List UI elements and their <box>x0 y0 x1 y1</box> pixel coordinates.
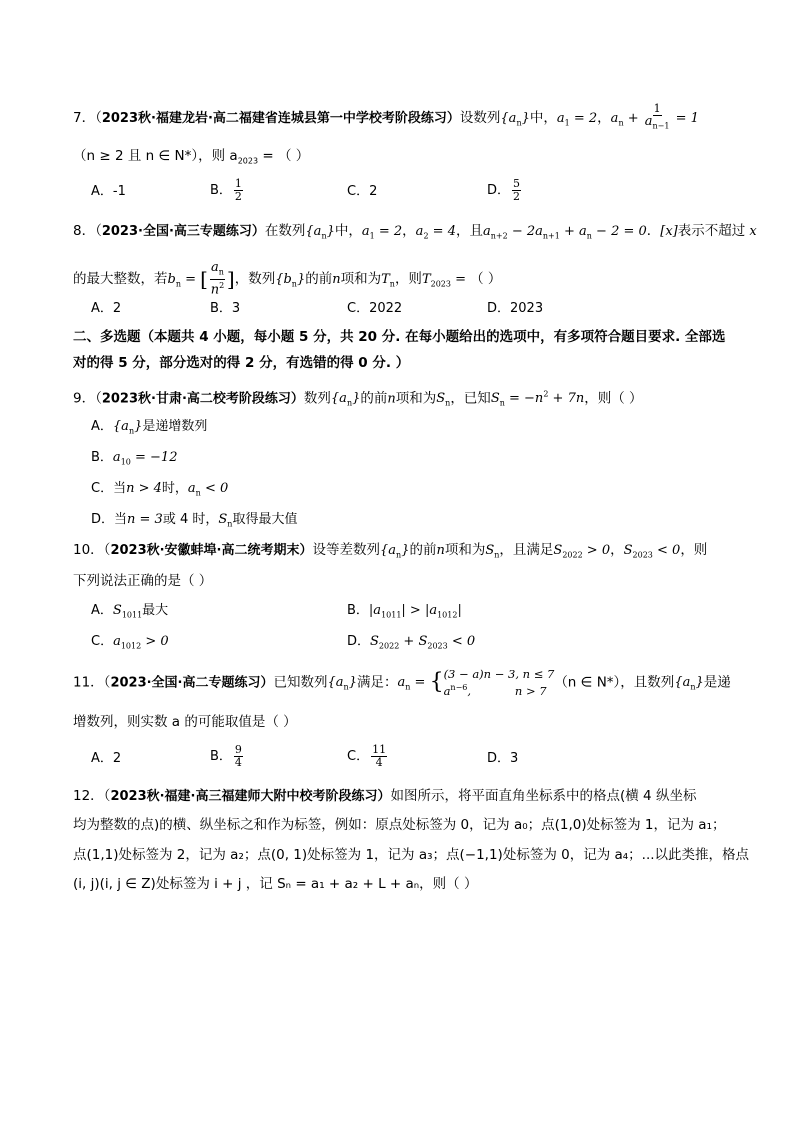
q9-option-a[interactable]: A．$\{a_n\}$是递增数列 <box>91 419 208 436</box>
q8-line-2: 的最大整数，若$b_n$ = [ $\frac{a_n}{n^2}$ ]，数列$\{b_n\}$的前n项和为$T_n$，则$T_{2023}$ = （ ） <box>73 260 502 297</box>
q8-line-1: 8．（2023·全国·高三专题练习）在数列$\{a_n\}$中，$a_1 = 2$，$a_2 = 4$，且$a_{n+2} - 2a_{n+1} + a_n - 2 = 0$．[x]表示不超过 x <box>73 223 757 241</box>
q11-line-2: 增数列，则实数 a 的可能取值是（ ） <box>73 714 297 730</box>
q8-number: 8．（ <box>73 223 102 239</box>
q10-option-b[interactable]: B．$|a_{1011}| > |a_{1012}|$ <box>347 603 462 620</box>
q11-source: 2023·全国·高二专题练习） <box>110 675 274 691</box>
q9-line-1: 9．（2023秋·甘肃·高二校考阶段练习）数列$\{a_n\}$的前n项和为$S_n$，已知$S_n = -n^2 + 7n$，则（ ） <box>73 390 643 408</box>
section-2-heading: 二、多选题（本题共 4 小题，每小题 5 分，共 20 分. 在每小题给出的选项中，有多项符合题目要求. 全部选 <box>73 329 726 345</box>
q7-number: 7．（ <box>73 109 102 126</box>
q11-option-a[interactable]: A．2 <box>91 751 122 766</box>
q10-option-a[interactable]: A．$S_{1011}$最大 <box>91 603 169 620</box>
q11-option-d[interactable]: D．3 <box>487 751 519 766</box>
q9-option-c[interactable]: C．当n > 4时，$a_n < 0$ <box>91 481 229 498</box>
q12-line-3: 点(1,1)处标签为 2，记为 a₂；点(0, 1)处标签为 1，记为 a₃；点(−1,1)处标签为 0，记为 a₄；...以此类推，格点 <box>73 847 750 863</box>
q11-option-c[interactable]: C． $\frac{11}{4}$ <box>347 743 387 769</box>
q10-line-2: 下列说法正确的是（ ） <box>73 573 213 589</box>
q8-option-d[interactable]: D．2023 <box>487 301 544 316</box>
q11-number: 11．（ <box>73 674 111 691</box>
q7-source: 2023秋·福建龙岩·高二福建省连城县第一中学校考阶段练习） <box>101 110 460 126</box>
q12-line-1: 12．（2023秋·福建·高三福建师大附中校考阶段练习）如图所示，将平面直角坐标系中的格点(横 4 纵坐标 <box>73 788 697 804</box>
q7-option-b[interactable]: B． $\frac{1}{2}$ <box>210 177 242 203</box>
q10-number: 10．（ <box>73 542 111 558</box>
q9-number: 9．（ <box>73 390 102 407</box>
q12-number: 12．（ <box>73 788 111 804</box>
q10-option-c[interactable]: C．$a_{1012} > 0$ <box>91 634 169 651</box>
q9-source: 2023秋·甘肃·高二校考阶段练习） <box>101 391 304 407</box>
q9-option-b[interactable]: B．$a_{10} = -12$ <box>91 450 178 467</box>
q8-option-c[interactable]: C．2022 <box>347 301 403 316</box>
q8-option-b[interactable]: B．3 <box>210 301 241 316</box>
q8-source: 2023·全国·高三专题练习） <box>101 224 265 239</box>
q11-option-b[interactable]: B． $\frac{9}{4}$ <box>210 743 242 769</box>
q7-line-1: 7．（2023秋·福建龙岩·高二福建省连城县第一中学校考阶段练习）设数列$\{a_n\}$中，$a_1 = 2$，$a_n$ + $\frac{1}{a_{n-1}}$ = 1 <box>73 102 699 131</box>
q10-line-1: 10．（2023秋·安徽蚌埠·高二统考期末）设等差数列$\{a_n\}$的前n项和为$S_n$，且满足$S_{2022} > 0$，$S_{2023} < 0$，则 <box>73 542 708 560</box>
q10-option-d[interactable]: D．$S_{2022} + S_{2023} < 0$ <box>347 634 476 651</box>
q9-option-d[interactable]: D．当n = 3或 4 时，$S_n$取得最大值 <box>91 512 298 529</box>
q12-line-4: (i, j)(i, j ∈ Z)处标签为 i + j ，记 Sₙ = a₁ + a₂ + L + aₙ，则（ ） <box>73 876 478 892</box>
q7-option-c[interactable]: C．2 <box>347 184 378 199</box>
q11-line-1: 11．（2023·全国·高二专题练习）已知数列$\{a_n\}$满足：$a_n$ = { (3 − a)n − 3, n ≤ 7 $a^{n-6}$, n > 7 （n ∈ N*），且数列$\{a_n\}$是递 <box>73 667 731 698</box>
q7-line-2: （n ≥ 2 且 n ∈ N*），则 $a_{2023}$ = （ ） <box>73 148 310 166</box>
q10-source: 2023秋·安徽蚌埠·高二统考期末） <box>110 543 313 558</box>
q12-source: 2023秋·福建·高三福建师大附中校考阶段练习） <box>110 789 391 804</box>
q7-option-a[interactable]: A．-1 <box>91 184 126 199</box>
section-2-heading-cont: 对的得 5 分，部分选对的得 2 分，有选错的得 0 分. ） <box>73 355 410 371</box>
q12-line-2: 均为整数的点)的横、纵坐标之和作为标签，例如：原点处标签为 0，记为 a₀；点(1,0)处标签为 1，记为 a₁； <box>73 817 726 833</box>
q8-option-a[interactable]: A．2 <box>91 301 122 316</box>
q7-option-d[interactable]: D． $\frac{5}{2}$ <box>487 177 521 203</box>
